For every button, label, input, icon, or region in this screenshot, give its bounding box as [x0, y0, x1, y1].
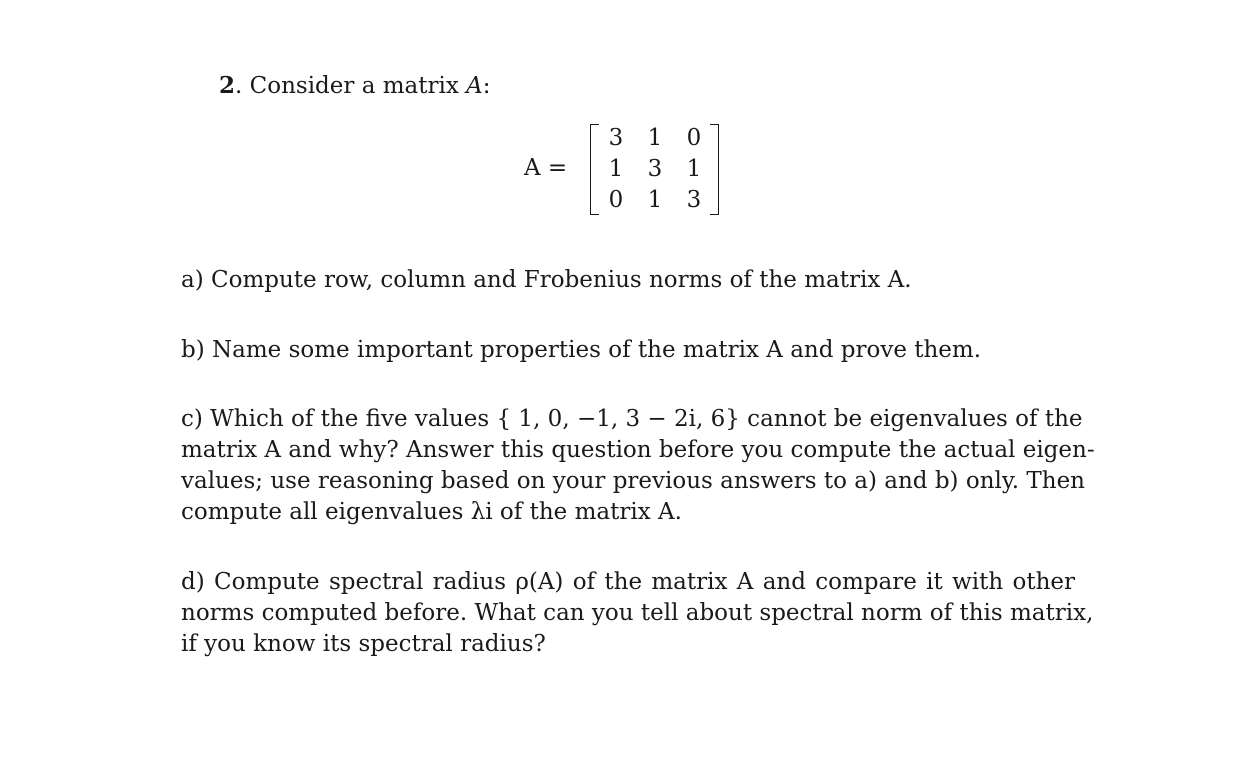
- problem-intro-end: :: [482, 73, 491, 99]
- part-c-line-2: matrix A and why? Answer this question before you compute the actual eigen-: [181, 437, 1095, 463]
- part-d-line-2: norms computed before. What can you tell about spectral norm of this matrix,: [181, 600, 1094, 626]
- part-c-line-1: c) Which of the five values { 1, 0, −1, 3 − 2i, 6} cannot be eigenvalues of the: [181, 406, 1083, 432]
- matrix-cell: 3: [647, 156, 663, 182]
- matrix-lhs: A =: [524, 155, 568, 181]
- part-c-line-3: values; use reasoning based on your previous answers to a) and b) only. Then: [181, 468, 1085, 494]
- matrix-cell: 1: [647, 125, 663, 151]
- problem-intro-var: A: [466, 73, 483, 99]
- matrix-cell: 1: [686, 156, 702, 182]
- part-a-text: a) Compute row, column and Frobenius norms of the matrix A.: [181, 267, 912, 293]
- matrix-cell: 0: [686, 125, 702, 151]
- part-c-line-4: compute all eigenvalues λi of the matrix A.: [181, 499, 682, 525]
- problem-number: 2: [219, 72, 236, 99]
- matrix-cell: 3: [608, 125, 624, 151]
- matrix-cell: 1: [647, 187, 663, 213]
- part-d-line-3: if you know its spectral radius?: [181, 631, 546, 657]
- part-b-text: b) Name some important properties of the matrix A and prove them.: [181, 337, 982, 363]
- matrix-left-bracket: [590, 124, 599, 215]
- problem-intro: . Consider a matrix: [235, 73, 467, 99]
- matrix-cell: 3: [686, 187, 702, 213]
- part-d-line-1: d) Compute spectral radius ρ(A) of the matrix A and compare it with other: [181, 569, 1075, 595]
- matrix-cell: 0: [608, 187, 624, 213]
- problem-heading: [219, 74, 491, 98]
- matrix-right-bracket: [710, 124, 719, 215]
- matrix-cell: 1: [608, 156, 624, 182]
